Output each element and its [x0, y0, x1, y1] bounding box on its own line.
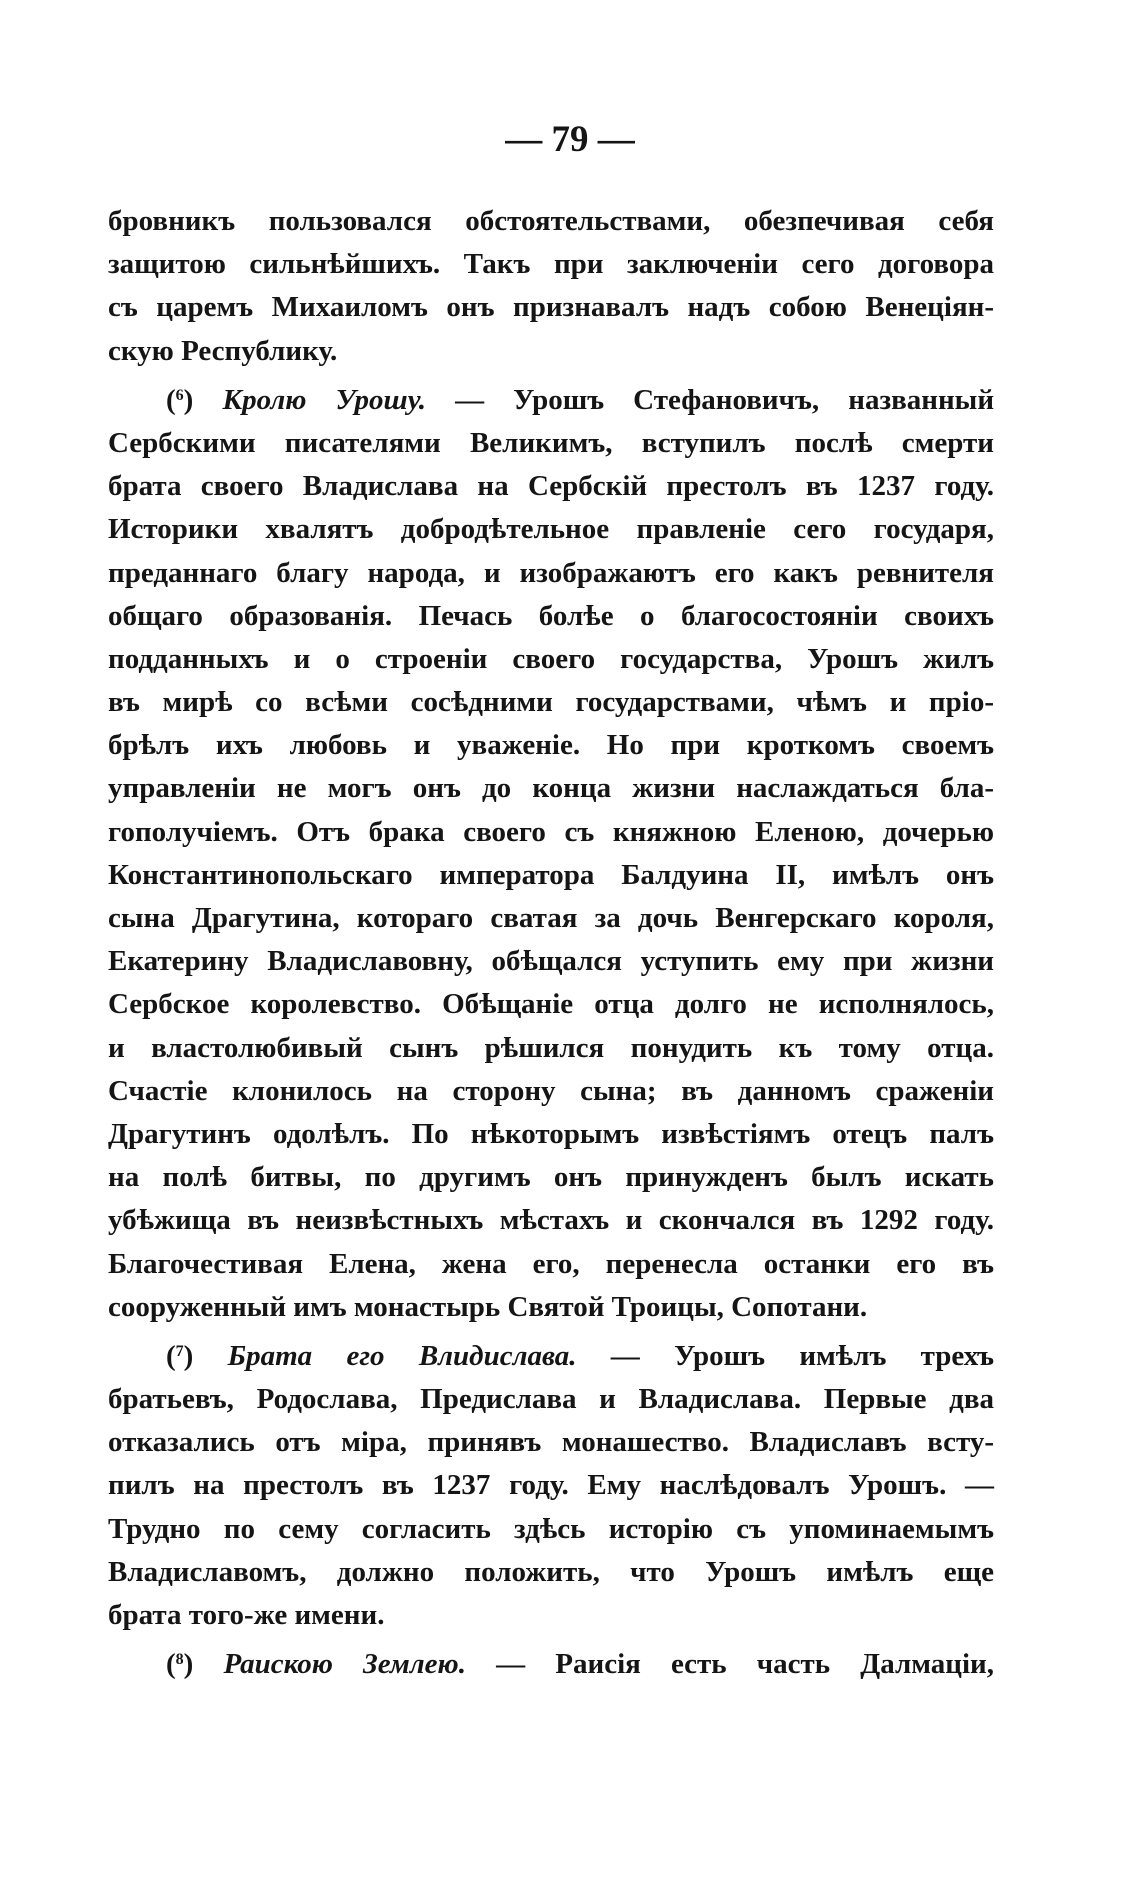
footnote-first-line — [108, 1335, 994, 1378]
text-line: Сербскими писателями Великимъ, вступилъ послѣ смерти — [108, 426, 994, 459]
page-number: — 79 — — [505, 119, 635, 160]
text-line: общаго образованія. Печась болѣе о благосостояніи своихъ — [108, 599, 994, 632]
text-line: преданнаго благу народа, и изображаютъ его какъ ревнителя — [108, 556, 994, 589]
text-line: на полѣ битвы, по другимъ онъ принужденъ былъ искать — [108, 1161, 994, 1194]
footnote-number: 8 — [175, 1651, 184, 1669]
footnote-title: Кролю Урошу. — [222, 383, 426, 416]
text-line: сына Драгутина, котораго сватая за дочь Венгерскаго короля, — [108, 902, 994, 934]
footnote-title: Раискою Землею. — [223, 1648, 466, 1681]
text-line: убѣжища въ неизвѣстныхъ мѣстахъ и скончался въ 1292 году. — [108, 1204, 994, 1237]
footnote-text: — Раисія есть часть Далмаціи, — [496, 1648, 994, 1681]
text-line: гополучіемъ. Отъ брака своего съ княжною Еленою, дочерью — [108, 815, 994, 848]
text-line: пилъ на престолъ въ 1237 году. Ему наслѣдовалъ Урошъ. — — [108, 1469, 994, 1502]
text-line: Счастіе клонилось на сторону сына; въ данномъ сраженіи — [108, 1074, 994, 1107]
footnote-open: ( — [166, 1339, 176, 1372]
text-line: брѣлъ ихъ любовь и уваженіе. Но при кроткомъ своемъ — [108, 729, 994, 762]
text-line: подданныхъ и о строеніи своего государства, Урошъ жилъ — [108, 642, 994, 675]
text-line: скую Республику. — [108, 334, 338, 367]
footnote-close: ) — [183, 1339, 194, 1372]
text-line: Трудно по сему согласить здѣсь исторію съ упоминаемымъ — [108, 1512, 994, 1545]
footnote-first-line — [108, 379, 994, 422]
text-line: Екатерину Владиславовну, обѣщался уступить ему при жизни — [108, 945, 994, 978]
footnote-number: 6 — [175, 386, 184, 404]
footnote-text: — Урошъ имѣлъ трехъ — [610, 1339, 994, 1372]
text-line: сооруженный имъ монастырь Святой Троицы, Сопотани. — [108, 1290, 868, 1323]
text-line: брата того-же имени. — [108, 1599, 385, 1631]
text-line: Сербское королевство. Обѣщаніе отца долго не исполнялось, — [108, 988, 994, 1021]
footnote-close: ) — [183, 1648, 194, 1681]
text-line: Владиславомъ, должно положить, что Урошъ имѣлъ еще — [108, 1555, 994, 1588]
text-line: въ мирѣ со всѣми сосѣдними государствами, чѣмъ и пріо- — [108, 686, 994, 719]
text-line: Драгутинъ одолѣлъ. По нѣкоторымъ извѣстіямъ отецъ палъ — [108, 1117, 994, 1150]
footnote-number: 7 — [175, 1342, 184, 1360]
footnote — [108, 1335, 994, 1637]
text-line: управленіи не могъ онъ до конца жизни наслаждаться бла- — [108, 772, 994, 805]
footnote — [108, 1643, 994, 1686]
text-line: защитою сильнѣйшихъ. Такъ при заключеніи сего договора — [108, 248, 994, 281]
page-text — [108, 200, 994, 1686]
text-line: Историки хвалятъ добродѣтельное правленіе сего государя, — [108, 513, 994, 546]
footnote-open: ( — [166, 1648, 176, 1681]
footnote-text: — Урошъ Стефановичъ, названный — [455, 383, 995, 416]
text-line: съ царемъ Михаиломъ онъ признавалъ надъ собою Венеціян- — [108, 291, 994, 324]
text-line: отказались отъ міра, принявъ монашество. Владиславъ всту- — [108, 1426, 994, 1459]
text-line: и властолюбивый сынъ рѣшился понудить къ тому отца. — [108, 1031, 994, 1064]
footnote-open: ( — [166, 383, 176, 416]
footnote-title: Брата его Влидислава. — [227, 1339, 577, 1372]
text-line: брата своего Владислава на Сербскій престолъ въ 1237 году. — [108, 470, 994, 503]
text-line: Благочестивая Елена, жена его, перенесла останки его въ — [108, 1247, 994, 1280]
text-line: братьевъ, Родослава, Предислава и Владислава. Первые два — [108, 1383, 994, 1416]
footnote — [108, 379, 994, 1329]
paragraph — [108, 200, 994, 373]
footnote-close: ) — [183, 383, 194, 416]
footnote-first-line — [108, 1643, 994, 1686]
text-line: Константинопольскаго императора Балдуина II, имѣлъ онъ — [108, 858, 994, 891]
text-line: бровникъ пользовался обстоятельствами, обезпечивая себя — [108, 205, 994, 237]
